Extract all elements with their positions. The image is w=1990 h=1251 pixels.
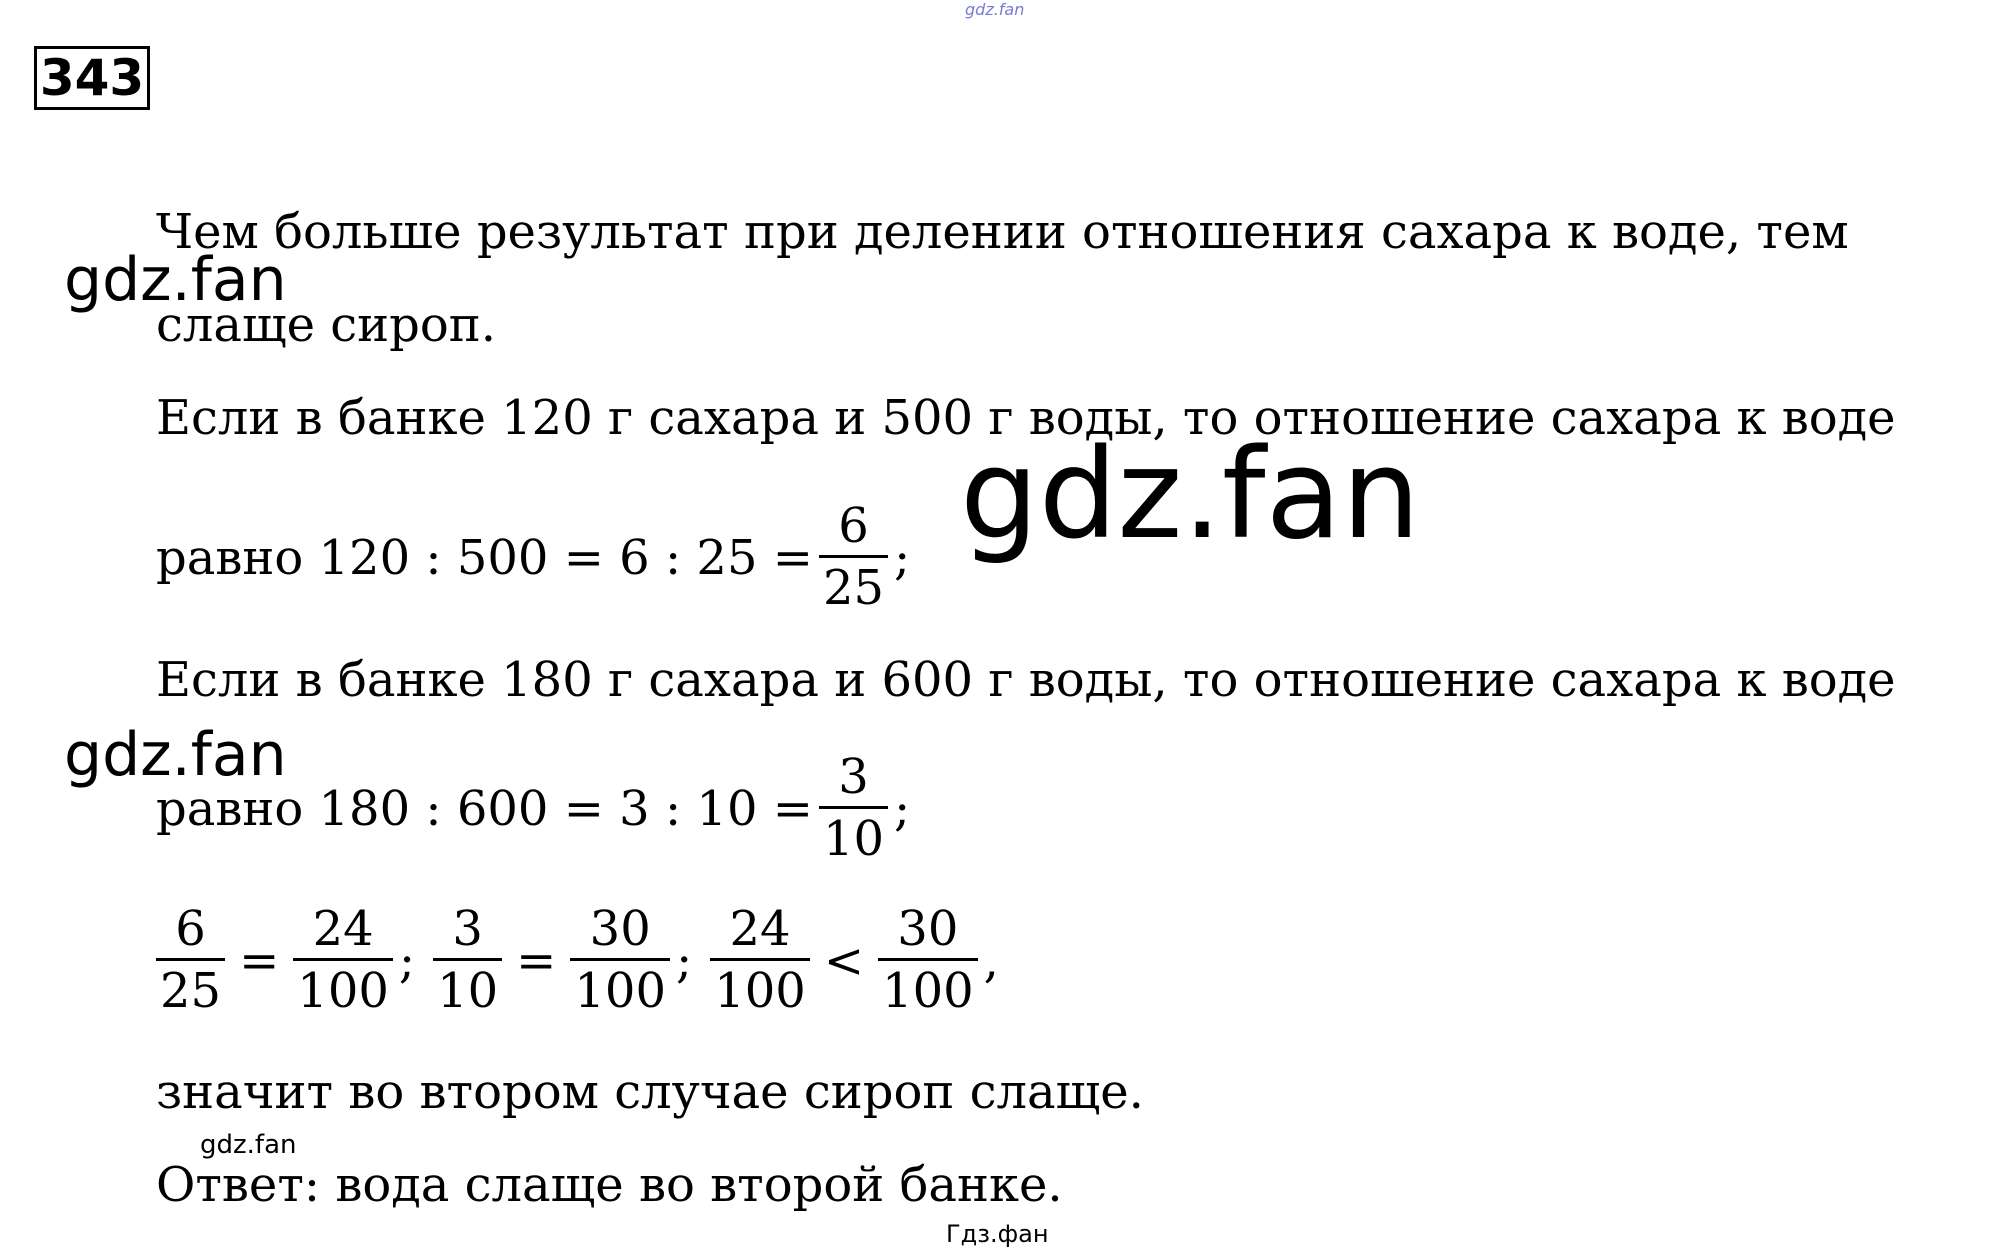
equation-2-suffix: ; [894,780,911,837]
text-line-2: слаще сироп. [156,297,497,353]
watermark-small: gdz.fan [200,1130,297,1160]
fraction-denominator: 25 [160,963,222,1019]
watermark-top: gdz.fan [965,0,1025,19]
separator: ; [398,932,416,989]
fraction-denominator: 100 [714,963,806,1019]
problem-number: 343 [34,46,150,110]
watermark-bottom: Гдз.фан [946,1220,1049,1248]
equation-1-suffix: ; [894,529,911,586]
text-line-1: Чем больше результат при делении отношения сахара к воде, тем [156,204,1849,260]
watermark-left-1: gdz.fan [64,245,287,315]
fraction-numerator: 30 [589,901,651,957]
fraction-6-25-b [156,900,225,1021]
fraction-numerator: 6 [838,498,869,554]
text-line-3: Если в банке 120 г сахара и 500 г воды, то отношение сахара к воде [156,390,1896,446]
equation-row-3 [150,900,999,1021]
fraction-30-100 [570,900,670,1021]
fraction-denominator: 10 [437,963,499,1019]
less-than-sign: < [823,932,865,989]
watermark-big: gdz.fan [960,423,1421,567]
text-line-5: Если в банке 180 г сахара и 600 г воды, то отношение сахара к воде [156,652,1896,708]
fraction-denominator: 100 [574,963,667,1019]
fraction-numerator: 24 [729,901,791,957]
fraction-denominator: 10 [822,811,885,867]
equation-2-prefix: равно 180 : 600 = 3 : 10 = [156,780,813,837]
fraction-24-100-b [710,900,810,1021]
fraction-numerator: 24 [312,901,374,957]
fraction-24-100 [293,900,393,1021]
fraction-6-25 [819,497,888,618]
watermark-left-2: gdz.fan [64,720,287,790]
end-comma: , [983,932,999,989]
fraction-numerator: 3 [452,901,483,957]
text-line-8: значит во втором случае сироп слаще. [156,1064,1144,1120]
fraction-3-10 [819,748,888,869]
fraction-numerator: 30 [897,901,959,957]
equation-1-prefix: равно 120 : 500 = 6 : 25 = [156,529,813,586]
fraction-denominator: 100 [297,963,389,1019]
equals-sign: = [239,932,280,989]
fraction-denominator: 100 [882,963,974,1019]
text-line-9: Ответ: вода слаще во второй банке. [156,1157,1063,1213]
fraction-numerator: 3 [838,749,869,805]
fraction-denominator: 25 [822,560,885,616]
fraction-numerator: 6 [175,901,206,957]
fraction-3-10-b [433,900,502,1021]
separator: ; [676,932,693,989]
fraction-30-100-b [878,900,978,1021]
equation-row-1 [156,497,910,618]
equals-sign: = [516,932,557,989]
